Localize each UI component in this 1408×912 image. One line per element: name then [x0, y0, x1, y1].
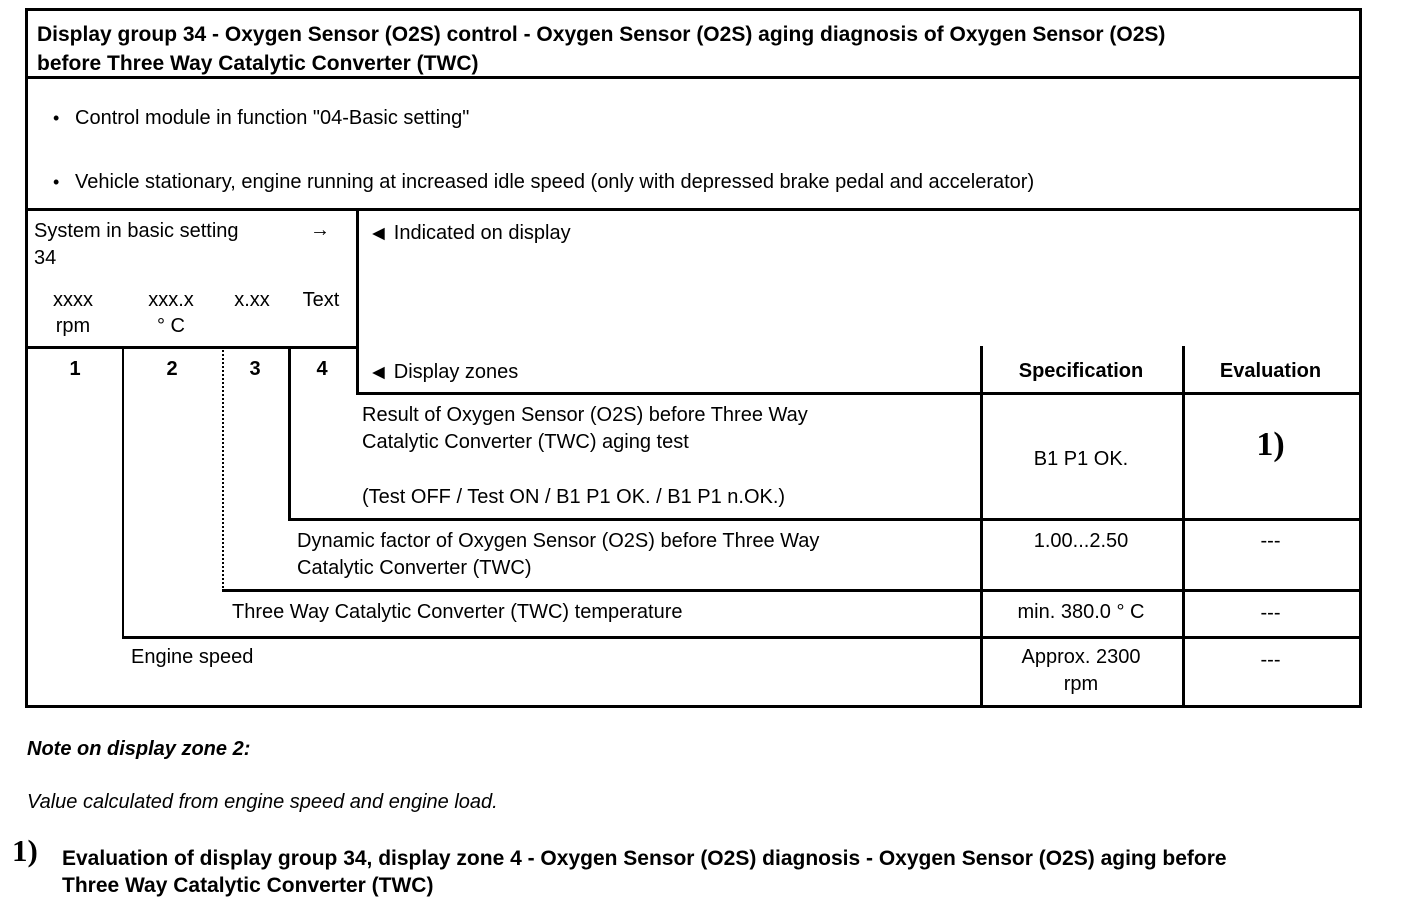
system-basic-setting-label: System in basic setting	[34, 220, 239, 242]
bullet-icon: •	[53, 108, 60, 128]
zone3-evaluation: ---	[1260, 530, 1281, 552]
grid-line	[25, 705, 1362, 708]
grid-line	[1359, 208, 1362, 708]
bullet-icon: •	[53, 172, 60, 192]
grid-line	[122, 636, 1362, 639]
grid-line	[25, 346, 359, 349]
specification-header: Specification	[1018, 360, 1144, 382]
zone-number-3: 3	[249, 358, 261, 380]
grid-line	[25, 208, 1362, 211]
display-zones-label: Display zones	[393, 361, 519, 383]
format-zone2-unit: ° C	[157, 315, 185, 337]
zone3-description-line1: Dynamic factor of Oxygen Sensor (O2S) before Three Way	[297, 530, 820, 552]
condition-item-2: Vehicle stationary, engine running at increased idle speed (only with depressed brake pedal and accelerator)	[75, 171, 1035, 193]
grid-line	[288, 518, 1362, 521]
format-zone2-value: xxx.x	[148, 289, 194, 311]
zone-number-1: 1	[69, 358, 81, 380]
system-basic-setting-group: 34	[34, 247, 57, 269]
page-title-line2: before Three Way Catalytic Converter (TWC)	[37, 52, 479, 75]
page-title-line1: Display group 34 - Oxygen Sensor (O2S) control - Oxygen Sensor (O2S) aging diagnosis of Oxygen Sensor (O2S)	[37, 23, 1166, 46]
zone4-description-line2: Catalytic Converter (TWC) aging test	[362, 431, 689, 453]
format-zone1-value: xxxx	[53, 289, 93, 311]
zone4-evaluation-ref: 1)	[1256, 426, 1285, 463]
format-zone3-value: x.xx	[234, 289, 270, 311]
zone3-description-line2: Catalytic Converter (TWC)	[297, 557, 532, 579]
left-pointer-icon: ◄	[368, 361, 389, 384]
footnote-line1: Evaluation of display group 34, display zone 4 - Oxygen Sensor (O2S) diagnosis - Oxygen Sensor (O2S) aging before	[62, 847, 1227, 870]
zone4-description-line1: Result of Oxygen Sensor (O2S) before Three Way	[362, 404, 808, 426]
format-zone4-value: Text	[302, 289, 340, 311]
left-pointer-icon: ◄	[368, 222, 389, 245]
footnote-line2: Three Way Catalytic Converter (TWC)	[62, 874, 434, 897]
zone2-description: Three Way Catalytic Converter (TWC) temperature	[232, 601, 683, 623]
condition-item-1: Control module in function "04-Basic setting"	[75, 107, 470, 129]
grid-line	[25, 208, 28, 708]
zone4-specification: B1 P1 OK.	[1033, 448, 1129, 470]
grid-line	[122, 346, 124, 639]
grid-line	[222, 346, 224, 592]
arrow-right-icon: →	[310, 219, 330, 241]
evaluation-header: Evaluation	[1219, 360, 1322, 382]
zone3-specification: 1.00...2.50	[1033, 530, 1129, 552]
format-zone1-unit: rpm	[55, 315, 91, 337]
indicated-on-display-label: Indicated on display	[393, 222, 571, 244]
grid-line	[222, 589, 1362, 592]
zone4-options: (Test OFF / Test ON / B1 P1 OK. / B1 P1 n.OK.)	[362, 486, 786, 508]
zone2-specification: min. 380.0 ° C	[1017, 601, 1145, 623]
zone1-specification-line2: rpm	[1063, 673, 1099, 695]
indicated-on-display-row	[368, 220, 571, 246]
note-heading: Note on display zone 2:	[27, 738, 251, 760]
zone1-specification-line1: Approx. 2300	[1021, 646, 1141, 668]
note-body: Value calculated from engine speed and engine load.	[27, 791, 498, 813]
zone2-evaluation: ---	[1260, 602, 1281, 624]
grid-line	[356, 392, 1362, 395]
zone-number-2: 2	[166, 358, 178, 380]
title-box	[25, 8, 1362, 76]
zone1-evaluation: ---	[1260, 649, 1281, 671]
zone1-description: Engine speed	[131, 646, 254, 668]
display-zones-row	[368, 359, 518, 385]
footnote-marker: 1)	[12, 833, 38, 868]
zone-number-4: 4	[316, 358, 328, 380]
